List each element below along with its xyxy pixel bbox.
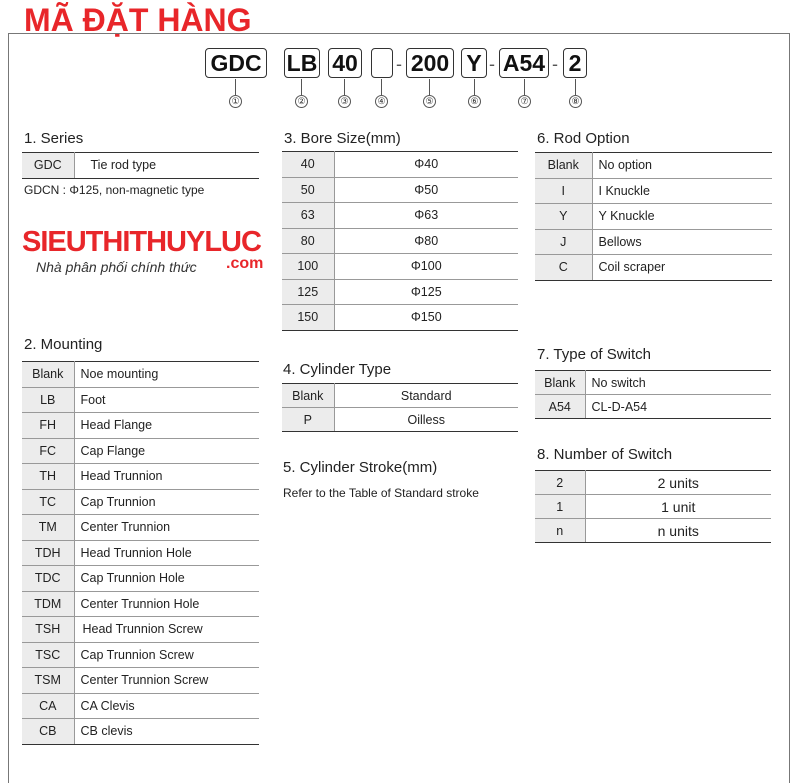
code-switch-type-box: A54 xyxy=(499,48,549,78)
code-index-4: ④ xyxy=(375,95,388,108)
option-code: 80 xyxy=(282,228,334,254)
option-code: 50 xyxy=(282,177,334,203)
option-desc: Cap Trunnion Hole xyxy=(74,566,259,592)
table-row xyxy=(282,408,518,432)
option-code: Blank xyxy=(535,371,585,395)
switch-num-table xyxy=(535,470,771,543)
code-dash: - xyxy=(489,54,495,74)
mounting-title: 2. Mounting xyxy=(24,336,103,353)
table-row xyxy=(535,371,771,395)
option-code: TM xyxy=(22,515,74,541)
table-row xyxy=(22,438,259,464)
option-code: P xyxy=(282,408,334,432)
option-code: TC xyxy=(22,489,74,515)
table-row xyxy=(22,540,259,566)
code-leader-line xyxy=(524,79,525,95)
series-note: GDCN : Φ125, non-magnetic type xyxy=(24,183,205,197)
option-desc: Cap Trunnion Screw xyxy=(74,642,259,668)
option-desc: No option xyxy=(592,153,772,179)
table-row xyxy=(22,719,259,745)
option-desc: Noe mounting xyxy=(74,362,259,388)
switch-num-title: 8. Number of Switch xyxy=(537,446,673,463)
table-row xyxy=(535,204,772,230)
table-row xyxy=(22,591,259,617)
option-code: TH xyxy=(22,464,74,490)
bore-title: 3. Bore Size(mm) xyxy=(284,130,401,147)
option-desc: 2 units xyxy=(585,471,771,495)
code-index-2: ② xyxy=(295,95,308,108)
option-code: I xyxy=(535,178,592,204)
rod-option-table xyxy=(535,152,772,281)
option-desc: I Knuckle xyxy=(592,178,772,204)
option-desc: Head Trunnion xyxy=(74,464,259,490)
option-desc: Φ100 xyxy=(334,254,518,280)
code-series-box: GDC xyxy=(205,48,267,78)
table-row xyxy=(282,152,518,178)
option-code: GDC xyxy=(22,153,74,179)
option-code: J xyxy=(535,229,592,255)
brand-domain: .com xyxy=(226,255,264,272)
code-dash: - xyxy=(552,54,558,74)
option-code: TSH xyxy=(22,617,74,643)
code-leader-line xyxy=(301,79,302,95)
code-leader-line xyxy=(344,79,345,95)
table-row xyxy=(535,229,772,255)
table-row xyxy=(535,471,771,495)
option-code: 40 xyxy=(282,152,334,178)
code-rod-box: Y xyxy=(461,48,487,78)
option-code: TSC xyxy=(22,642,74,668)
table-row xyxy=(22,617,259,643)
switch-type-table xyxy=(535,370,771,419)
brand-logo-text: SIEUTHITHUYLUC xyxy=(22,226,261,258)
code-index-6: ⑥ xyxy=(468,95,481,108)
option-desc: Foot xyxy=(74,387,259,413)
option-desc: Bellows xyxy=(592,229,772,255)
option-code: TDC xyxy=(22,566,74,592)
rod-option-title: 6. Rod Option xyxy=(537,130,630,147)
option-code: FH xyxy=(22,413,74,439)
code-bore-box: 40 xyxy=(328,48,362,78)
code-mounting-box: LB xyxy=(284,48,320,78)
switch-type-title: 7. Type of Switch xyxy=(537,346,651,363)
series-table xyxy=(22,152,259,179)
option-code: TDH xyxy=(22,540,74,566)
table-row xyxy=(282,203,518,229)
option-code: Blank xyxy=(282,384,334,408)
option-desc: Cap Trunnion xyxy=(74,489,259,515)
brand-tagline: Nhà phân phối chính thức xyxy=(36,259,197,275)
option-desc: Oilless xyxy=(334,408,518,432)
option-desc: Φ50 xyxy=(334,177,518,203)
option-desc: Center Trunnion Screw xyxy=(74,668,259,694)
option-desc: Φ125 xyxy=(334,279,518,305)
option-desc: CB clevis xyxy=(74,719,259,745)
option-desc: Tie rod type xyxy=(74,153,259,179)
option-desc: Φ40 xyxy=(334,152,518,178)
table-row xyxy=(22,387,259,413)
option-code: Blank xyxy=(22,362,74,388)
table-row xyxy=(282,254,518,280)
option-code: 125 xyxy=(282,279,334,305)
option-desc: Standard xyxy=(334,384,518,408)
series-title: 1. Series xyxy=(24,130,84,147)
cylinder-type-title: 4. Cylinder Type xyxy=(283,361,392,378)
code-type-box xyxy=(371,48,393,78)
table-row xyxy=(22,642,259,668)
code-stroke-box: 200 xyxy=(406,48,454,78)
table-row xyxy=(282,305,518,331)
code-leader-line xyxy=(235,79,236,95)
bore-table xyxy=(282,151,518,331)
table-row xyxy=(22,362,259,388)
table-row xyxy=(282,384,518,408)
option-code: CA xyxy=(22,693,74,719)
option-desc: n units xyxy=(585,519,771,543)
option-desc: Cap Flange xyxy=(74,438,259,464)
option-desc: CA Clevis xyxy=(74,693,259,719)
table-row xyxy=(22,464,259,490)
table-row xyxy=(535,178,772,204)
option-desc: CL-D-A54 xyxy=(585,395,771,419)
option-code: TSM xyxy=(22,668,74,694)
table-row xyxy=(22,489,259,515)
table-row xyxy=(22,413,259,439)
option-desc: No switch xyxy=(585,371,771,395)
option-desc: Head Trunnion Screw xyxy=(74,617,259,643)
table-row xyxy=(22,153,259,179)
option-code: FC xyxy=(22,438,74,464)
code-dash: - xyxy=(396,54,402,74)
table-row xyxy=(535,495,771,519)
table-row xyxy=(535,519,771,543)
table-row xyxy=(535,395,771,419)
code-index-8: ⑧ xyxy=(569,95,582,108)
table-row xyxy=(535,255,772,281)
code-index-3: ③ xyxy=(338,95,351,108)
table-row xyxy=(282,228,518,254)
option-desc: Coil scraper xyxy=(592,255,772,281)
mounting-table xyxy=(22,361,259,745)
option-code: C xyxy=(535,255,592,281)
option-code: 150 xyxy=(282,305,334,331)
table-row xyxy=(22,693,259,719)
option-code: 2 xyxy=(535,471,585,495)
table-row xyxy=(22,668,259,694)
code-leader-line xyxy=(474,79,475,95)
option-code: LB xyxy=(22,387,74,413)
option-desc: Head Flange xyxy=(74,413,259,439)
option-code: Blank xyxy=(535,153,592,179)
page-title: MÃ ĐẶT HÀNG xyxy=(24,2,252,38)
code-switch-num-box: 2 xyxy=(563,48,587,78)
cylinder-type-table xyxy=(282,383,518,432)
option-code: 63 xyxy=(282,203,334,229)
code-index-7: ⑦ xyxy=(518,95,531,108)
option-code: TDM xyxy=(22,591,74,617)
code-leader-line xyxy=(381,79,382,95)
stroke-note: Refer to the Table of Standard stroke xyxy=(283,486,479,500)
code-leader-line xyxy=(429,79,430,95)
table-row xyxy=(282,177,518,203)
option-code: 1 xyxy=(535,495,585,519)
code-index-5: ⑤ xyxy=(423,95,436,108)
option-code: CB xyxy=(22,719,74,745)
table-row xyxy=(535,153,772,179)
option-desc: Φ63 xyxy=(334,203,518,229)
table-row xyxy=(282,279,518,305)
option-desc: Center Trunnion Hole xyxy=(74,591,259,617)
code-index-1: ① xyxy=(229,95,242,108)
option-desc: Y Knuckle xyxy=(592,204,772,230)
option-code: A54 xyxy=(535,395,585,419)
code-leader-line xyxy=(575,79,576,95)
option-code: n xyxy=(535,519,585,543)
option-desc: Φ150 xyxy=(334,305,518,331)
option-desc: Φ80 xyxy=(334,228,518,254)
table-row xyxy=(22,566,259,592)
stroke-title: 5. Cylinder Stroke(mm) xyxy=(283,459,438,476)
option-code: 100 xyxy=(282,254,334,280)
option-desc: Head Trunnion Hole xyxy=(74,540,259,566)
option-code: Y xyxy=(535,204,592,230)
option-desc: Center Trunnion xyxy=(74,515,259,541)
table-row xyxy=(22,515,259,541)
option-desc: 1 unit xyxy=(585,495,771,519)
